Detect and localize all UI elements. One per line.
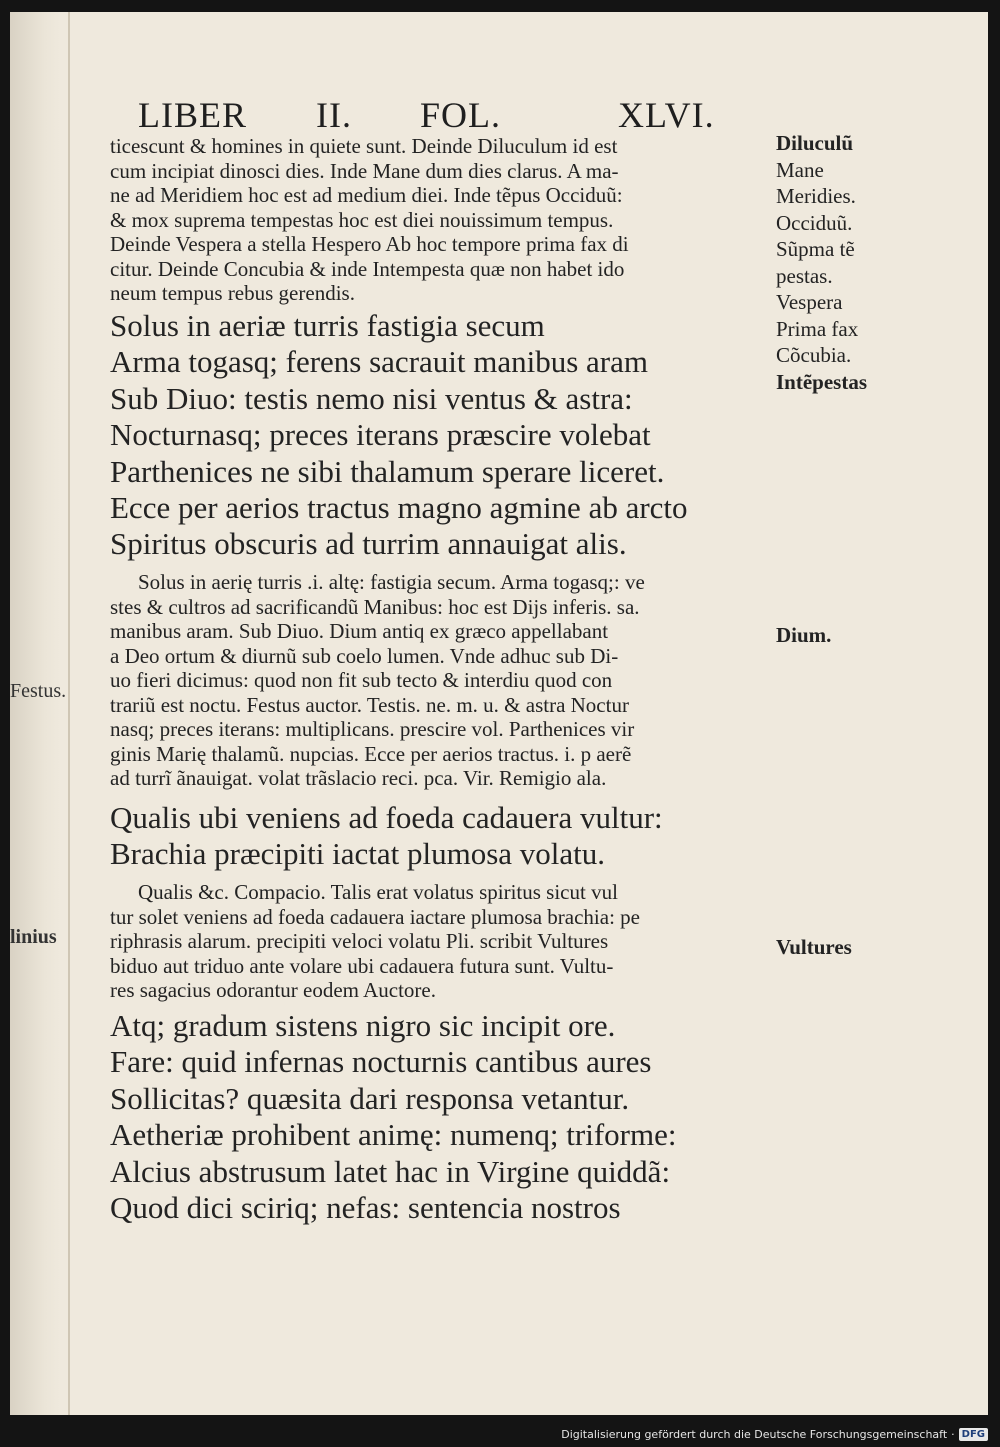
text-line: nasq; preces iterans: multiplicans. prescire vol. Parthenices vir xyxy=(110,717,635,741)
text-line: manibus aram. Sub Diuo. Dium antiq ex græco appellabant xyxy=(110,619,609,643)
verse-line: Quod dici sciriq; nefas: sentencia nostros xyxy=(110,1190,621,1226)
verse-line: Sub Diuo: testis nemo nisi ventus & astra: xyxy=(110,380,633,416)
text-line: a Deo ortum & diurnũ sub coelo lumen. Vnde adhuc sub Di- xyxy=(110,643,619,668)
header-folio-number: XLVI. xyxy=(618,95,715,135)
page-gutter xyxy=(10,12,60,1415)
text-line: uo fieri dicimus: quod non fit sub tecto & interdiu quod con xyxy=(110,668,613,692)
marginal-note: Vespera xyxy=(776,290,843,314)
commentary-block-2 xyxy=(110,570,770,791)
footer-text: Digitalisierung gefördert durch die Deutsche Forschungsgemeinschaft xyxy=(561,1428,948,1441)
text-line: biduo aut triduo ante volare ubi cadauera futura sunt. Vultu- xyxy=(110,953,614,978)
book-page xyxy=(10,12,988,1415)
text-line: res sagacius odorantur eodem Auctore. xyxy=(110,978,436,1002)
text-line: trariũ est noctu. Festus auctor. Testis. ne. m. u. & astra Noctur xyxy=(110,692,629,717)
text-line: ticescunt & homines in quiete sunt. Deinde Diluculum id est xyxy=(110,134,618,158)
verse-line: Solus in aeriæ turris fastigia secum xyxy=(110,308,545,343)
verse-block-1 xyxy=(110,308,770,563)
marginal-note: Prima fax xyxy=(776,316,859,341)
text-line: neum tempus rebus gerendis. xyxy=(110,281,355,305)
verse-line: Fare: quid infernas nocturnis cantibus aures xyxy=(110,1044,652,1080)
verse-line: Sollicitas? quæsita dari responsa vetantur. xyxy=(110,1080,630,1116)
marginal-note-vultures: Vultures xyxy=(776,935,852,959)
text-line: ne ad Meridiem hoc est ad medium diei. Inde tẽpus Occiduũ: xyxy=(110,183,623,207)
dfg-logo: DFG xyxy=(959,1428,988,1441)
text-line: cum incipiat dinosci dies. Inde Mane dum dies clarus. A ma- xyxy=(110,158,619,183)
text-line: citur. Deinde Concubia & inde Intempesta quæ non habet ido xyxy=(110,256,625,281)
marginalia-right-top xyxy=(776,130,896,395)
marginal-note-plinius: linius xyxy=(10,926,57,948)
marginal-note: Sũpma tẽ xyxy=(776,237,855,261)
text-line: ad turrĩ ãnauigat. volat trãslacio reci. pca. Vir. Remigio ala. xyxy=(110,766,607,790)
footer-credit: Digitalisierung gefördert durch die Deutsche Forschungsgemeinschaft · DFG xyxy=(561,1428,988,1441)
marginal-note: Diluculũ xyxy=(776,131,854,155)
verse-line: Ecce per aerios tractus magno agmine ab arcto xyxy=(110,490,688,526)
marginal-note: pestas. xyxy=(776,263,833,288)
page-fold xyxy=(68,12,70,1415)
header-fol: FOL. xyxy=(420,95,502,135)
verse-line: Brachia præcipiti iactat plumosa volatu. xyxy=(110,836,606,872)
header-liber: LIBER xyxy=(138,95,247,135)
text-line: ginis Marię thalamũ. nupcias. Ecce per aerios tractus. i. p aerẽ xyxy=(110,741,632,766)
text-line: stes & cultros ad sacrificandũ Manibus: hoc est Dijs inferis. sa. xyxy=(110,594,640,619)
text-line: Deinde Vespera a stella Hespero Ab hoc tempore prima fax di xyxy=(110,232,629,256)
text-line: & mox suprema tempestas hoc est diei nouissimum tempus. xyxy=(110,207,614,232)
verse-line: Aetheriæ prohibent animę: numenq; triforme: xyxy=(110,1117,677,1153)
text-line: riphrasis alarum. precipiti veloci volatu Pli. scribit Vultures xyxy=(110,929,609,953)
verse-line: Qualis ubi veniens ad foeda cadauera vultur: xyxy=(110,800,663,835)
header-book-number: II. xyxy=(316,95,352,135)
verse-block-2 xyxy=(110,800,770,873)
text-line: tur solet veniens ad foeda cadauera iactare plumosa brachia: pe xyxy=(110,904,640,929)
verse-line: Spiritus obscuris ad turrim annauigat alis. xyxy=(110,526,627,562)
text-line: Qualis &c. Compacio. Talis erat volatus spiritus sicut vul xyxy=(138,880,618,904)
verse-line: Alcius abstrusum latet hac in Virgine quiddã: xyxy=(110,1153,671,1189)
marginal-note-festus: Festus. xyxy=(10,680,67,702)
verse-block-3 xyxy=(110,1008,770,1226)
commentary-block-1 xyxy=(110,134,770,306)
marginal-note: Occiduũ. xyxy=(776,210,853,235)
verse-line: Nocturnasq; preces iterans præscire volebat xyxy=(110,417,651,453)
verse-line: Parthenices ne sibi thalamum sperare liceret. xyxy=(110,453,665,489)
marginal-note-dium: Dium. xyxy=(776,623,832,647)
marginal-note: Cõcubia. xyxy=(776,343,852,367)
marginal-note: Intẽpestas xyxy=(776,369,868,394)
marginal-note: Meridies. xyxy=(776,184,856,208)
commentary-block-3 xyxy=(110,880,770,1003)
page-header xyxy=(138,94,758,138)
verse-line: Atq; gradum sistens nigro sic incipit ore. xyxy=(110,1008,616,1043)
marginal-note: Mane xyxy=(776,157,824,182)
verse-line: Arma togasq; ferens sacrauit manibus aram xyxy=(110,344,649,380)
text-line: Solus in aerię turris .i. altę: fastigia secum. Arma togasq;: ve xyxy=(138,570,645,594)
